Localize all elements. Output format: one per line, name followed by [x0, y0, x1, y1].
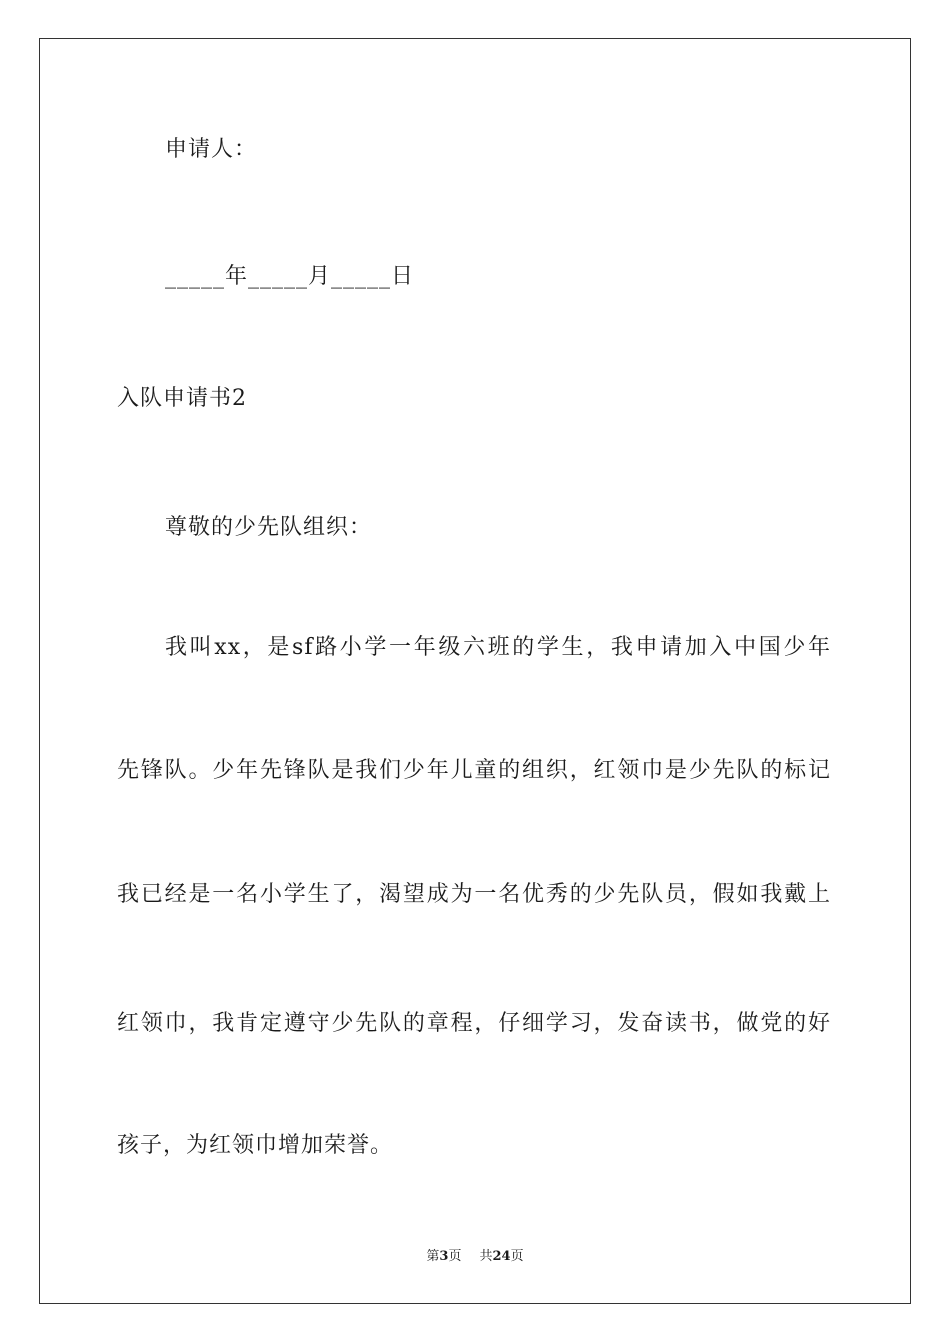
footer-page-prefix: 第: [426, 1249, 440, 1264]
body-line-1: 我叫xx，是sf路小学一年级六班的学生，我申请加入中国少年: [165, 635, 831, 660]
body-line-2: 先锋队。少年先锋队是我们少年儿童的组织，红领巾是少先队的标记: [117, 758, 831, 783]
body-line-5: 孩子，为红领巾增加荣誉。: [117, 1133, 394, 1158]
footer-page-suffix: 页: [448, 1249, 462, 1264]
footer-total-pages: 24: [492, 1249, 511, 1264]
date-line: _____年_____月_____日: [165, 264, 415, 289]
footer-total-suffix: 页: [510, 1249, 524, 1264]
salutation: 尊敬的少先队组织：: [165, 515, 373, 540]
applicant-line: 申请人：: [165, 137, 258, 162]
section-title: 入队申请书2: [117, 386, 247, 411]
body-line-4: 红领巾，我肯定遵守少先队的章程，仔细学习，发奋读书，做党的好: [117, 1011, 831, 1036]
page-border: [39, 38, 911, 1304]
footer-page-number: 3: [439, 1249, 449, 1264]
footer-total-prefix: 共: [479, 1249, 493, 1264]
body-line-3: 我已经是一名小学生了，渴望成为一名优秀的少先队员，假如我戴上: [117, 882, 831, 907]
page-footer: [0, 1248, 950, 1266]
